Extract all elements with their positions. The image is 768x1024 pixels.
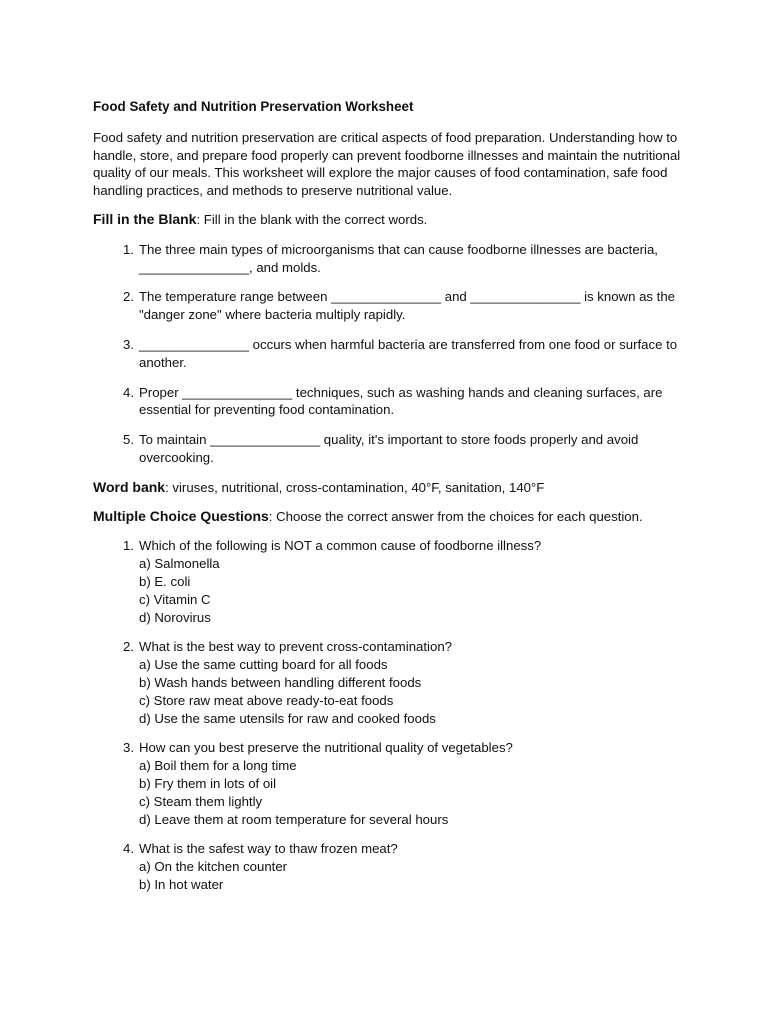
answer-choice: d) Norovirus xyxy=(139,609,211,625)
word-bank-text: : viruses, nutritional, cross-contamination, 40°F, sanitation, 140°F xyxy=(165,479,545,495)
list-item xyxy=(93,241,683,277)
list-item xyxy=(93,384,683,420)
answer-choice: a) Use the same cutting board for all foods xyxy=(139,657,388,673)
answer-choice: c) Steam them lightly xyxy=(139,793,263,809)
multiple-choice-heading-label: Multiple Choice Questions xyxy=(93,507,269,524)
item-text: Proper _______________ techniques, such as washing hands and cleaning surfaces, are essential for preventing food contamination. xyxy=(139,384,663,418)
answer-choice: c) Vitamin C xyxy=(139,591,211,607)
list-item xyxy=(93,431,683,467)
question-item xyxy=(93,537,683,626)
question-number: 4. xyxy=(123,841,134,857)
item-number: 2. xyxy=(123,289,134,305)
question-item xyxy=(93,638,683,727)
item-text: The temperature range between _______________ and _______________ is known as the "danger zone" where bacteria multiply rapidly. xyxy=(139,289,675,323)
item-text: The three main types of microorganisms that can cause foodborne illnesses are bacteria, _______________, and molds. xyxy=(139,241,658,275)
question-item xyxy=(93,840,683,893)
question-number: 3. xyxy=(123,740,134,756)
worksheet-page xyxy=(93,98,683,906)
answer-choice: b) Fry them in lots of oil xyxy=(139,775,277,791)
fill-in-heading xyxy=(93,211,683,229)
answer-choice: b) Wash hands between handling different foods xyxy=(139,674,422,690)
item-number: 3. xyxy=(123,336,134,352)
multiple-choice-instruction: : Choose the correct answer from the choices for each question. xyxy=(268,508,643,524)
word-bank xyxy=(93,479,683,497)
multiple-choice-list xyxy=(93,537,683,893)
question-text: Which of the following is NOT a common cause of foodborne illness? xyxy=(139,538,542,554)
answer-choice: a) Boil them for a long time xyxy=(139,758,297,774)
answer-choice: c) Store raw meat above ready-to-eat foods xyxy=(139,692,394,708)
answer-choice: b) In hot water xyxy=(139,876,224,892)
fill-in-heading-label: Fill in the Blank xyxy=(93,210,197,227)
answer-choice: a) Salmonella xyxy=(139,556,220,572)
answer-choice: d) Use the same utensils for raw and cooked foods xyxy=(139,710,436,726)
answer-choice: a) On the kitchen counter xyxy=(139,859,288,875)
fill-in-instruction: : Fill in the blank with the correct words. xyxy=(196,211,428,227)
worksheet-title: Food Safety and Nutrition Preservation Worksheet xyxy=(93,99,414,114)
multiple-choice-heading xyxy=(93,508,683,526)
answer-choice: d) Leave them at room temperature for several hours xyxy=(139,811,449,827)
word-bank-label: Word bank xyxy=(93,478,166,495)
list-item xyxy=(93,336,683,372)
question-text: How can you best preserve the nutritional quality of vegetables? xyxy=(139,740,513,756)
fill-in-list xyxy=(93,241,683,467)
item-number: 5. xyxy=(123,432,134,448)
item-number: 1. xyxy=(123,241,134,257)
item-number: 4. xyxy=(123,384,134,400)
list-item xyxy=(93,288,683,324)
question-number: 2. xyxy=(123,639,134,655)
intro-paragraph: Food safety and nutrition preservation are critical aspects of food preparation. Understanding how to handle, store, and prepare food properly can prevent foodborne illnesses and maintain the nutritional quality of our meals. This worksheet will explore the major causes of food contamination, safe food handling practices, and methods to preserve nutritional value. xyxy=(93,129,681,199)
question-item xyxy=(93,739,683,828)
answer-choice: b) E. coli xyxy=(139,573,191,589)
item-text: To maintain _______________ quality, it's important to store foods properly and avoid overcooking. xyxy=(139,432,639,465)
question-number: 1. xyxy=(123,538,134,554)
question-text: What is the best way to prevent cross-contamination? xyxy=(139,639,452,655)
question-text: What is the safest way to thaw frozen meat? xyxy=(139,841,398,857)
item-text: _______________ occurs when harmful bacteria are transferred from one food or surface to another. xyxy=(139,336,678,370)
